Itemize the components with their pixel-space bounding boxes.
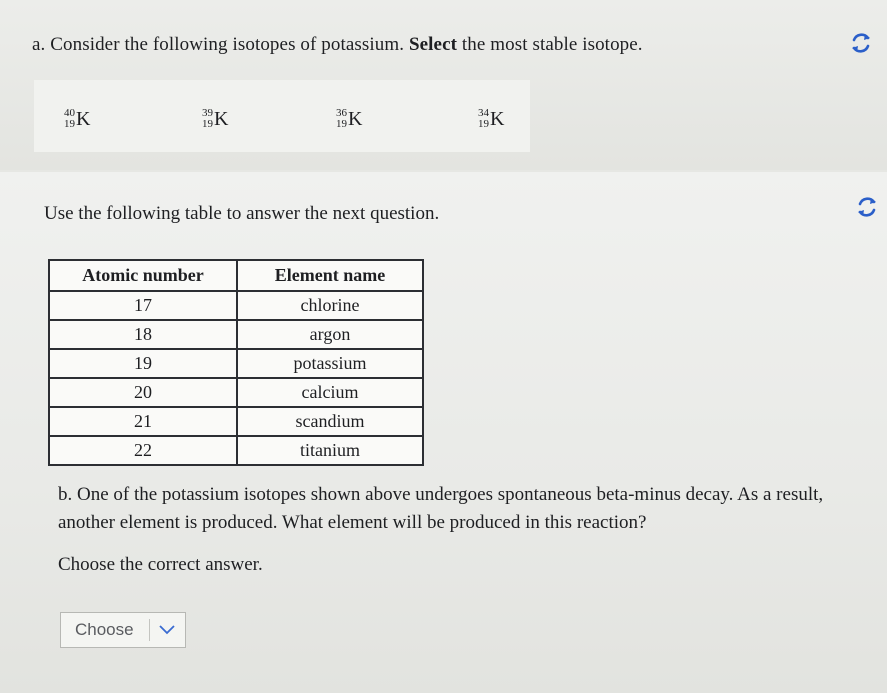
question-a-prompt: [32, 34, 643, 56]
table-row: [49, 320, 423, 349]
element-table: [48, 259, 424, 466]
table-row: [49, 407, 423, 436]
question-a-text-end: the most stable isotope.: [457, 34, 643, 55]
isotope-option-k36[interactable]: [336, 102, 362, 136]
question-a-text-start: a. Consider the following isotopes of potassium.: [32, 34, 409, 55]
atomic-number: 19: [202, 118, 213, 130]
element-name-cell: calcium: [237, 378, 423, 407]
table-row: [49, 349, 423, 378]
atomic-number: 19: [478, 118, 489, 130]
column-header: Atomic number: [49, 260, 237, 291]
table-intro-text: Use the following table to answer the next question.: [44, 203, 440, 224]
atomic-number-cell: 20: [49, 378, 237, 407]
isotope-option-k34[interactable]: [478, 102, 504, 136]
element-name-cell: titanium: [237, 436, 423, 465]
answer-instruction: Choose the correct answer.: [58, 554, 263, 575]
mass-number: 36: [336, 107, 347, 119]
element-name-cell: potassium: [237, 349, 423, 378]
element-name-cell: scandium: [237, 407, 423, 436]
answer-dropdown[interactable]: [60, 612, 186, 648]
atomic-number-cell: 22: [49, 436, 237, 465]
mass-number: 39: [202, 107, 213, 119]
refresh-icon[interactable]: [852, 192, 882, 222]
mass-number: 40: [64, 107, 75, 119]
table-row: [49, 378, 423, 407]
atomic-number: 19: [64, 118, 75, 130]
question-b-prompt: b. One of the potassium isotopes shown above undergoes spontaneous beta-minus decay. As a result, another element is produced. What element will be produced in this reaction?: [58, 484, 824, 533]
table-row: [49, 291, 423, 320]
element-symbol: K: [76, 107, 91, 130]
atomic-number: 19: [336, 118, 347, 130]
element-symbol: K: [214, 107, 229, 130]
isotope-option-k39[interactable]: [202, 102, 228, 136]
atomic-number-cell: 18: [49, 320, 237, 349]
dropdown-value: Choose: [75, 620, 134, 639]
isotope-options: [34, 80, 530, 152]
column-header: Element name: [237, 260, 423, 291]
refresh-icon[interactable]: [846, 28, 876, 58]
atomic-number-cell: 21: [49, 407, 237, 436]
element-name-cell: chlorine: [237, 291, 423, 320]
element-symbol: K: [490, 107, 505, 130]
atomic-number-cell: 19: [49, 349, 237, 378]
table-header-row: [49, 260, 423, 291]
isotope-option-k40[interactable]: [64, 102, 90, 136]
atomic-number-cell: 17: [49, 291, 237, 320]
element-name-cell: argon: [237, 320, 423, 349]
mass-number: 34: [478, 107, 489, 119]
question-a-bold-word: Select: [408, 34, 458, 55]
table-row: [49, 436, 423, 465]
element-symbol: K: [348, 107, 363, 130]
chevron-down-icon[interactable]: [150, 625, 184, 635]
